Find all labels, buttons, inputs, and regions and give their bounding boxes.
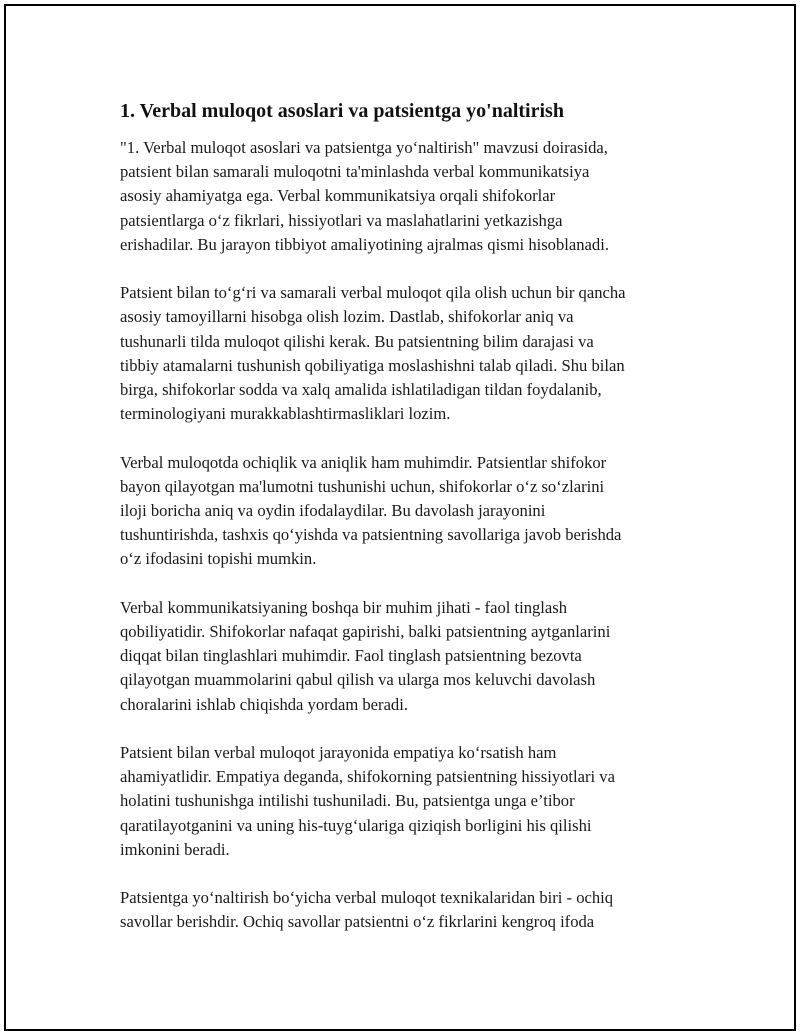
paragraph: "1. Verbal muloqot asoslari va patsientga yo‘naltirish" mavzusi doirasida, patsient bilan samarali muloqotni ta'minlashda verbal kommunikatsiya asosiy ahamiyatga ega. Verbal kommunikatsiya orqali shifokorlar patsientlarga o‘z fikrlari, hissiyotlari va maslahatlarini yetkazishga erishadilar. Bu jarayon tibbiyot amaliyotining ajralmas qismi hisoblanadi.	[120, 138, 609, 254]
paragraph: Patsientga yo‘naltirish bo‘yicha verbal muloqot texnikalaridan biri - ochiq savollar berishdir. Ochiq savollar patsientni o‘z fikrlarini kengroq ifoda	[120, 888, 614, 932]
paragraph: Patsient bilan verbal muloqot jarayonida empatiya ko‘rsatish ham ahamiyatlidir. Empatiya deganda, shifokorning patsientning hissiyotlari va holatini tushunishga intilishi tushuniladi. Bu, patsientga unga e’tibor qaratilayotganini va uning his-tuyg‘ulariga qiziqish borligini his qilishi imkonini beradi.	[120, 743, 615, 859]
document-body	[120, 98, 690, 959]
paragraph: Patsient bilan to‘g‘ri va samarali verbal muloqot qila olish uchun bir qancha asosiy tamoyillarni hisobga olish lozim. Dastlab, shifokorlar aniq va tushunarli tilda muloqot qilishi kerak. Bu patsientning bilim darajasi va tibbiy atamalarni tushunish qobiliyatiga moslashishni talab qiladi. Shu bilan birga, shifokorlar sodda va xalq amalida ishlatiladigan tildan foydalanib, terminologiyani murakkablashtirmasliklari lozim.	[120, 283, 626, 424]
paragraph: Verbal kommunikatsiyaning boshqa bir muhim jihati - faol tinglash qobiliyatidir. Shifokorlar nafaqat gapirishi, balki patsientning aytganlarini diqqat bilan tinglashlari muhimdir. Faol tinglash patsientning bezovta qilayotgan muammolarini qabul qilish va ularga mos keluvchi davolash choralarini ishlab chiqishda yordam beradi.	[120, 597, 611, 714]
page	[4, 4, 796, 1031]
paragraph: Verbal muloqotda ochiqlik va aniqlik ham muhimdir. Patsientlar shifokor bayon qilayotgan ma'lumotni tushunishi uchun, shifokorlar o‘z so‘zlarini iloji boricha aniq va oydin ifodalaydilar. Bu davolash jarayonini tushuntirishda, tashxis qo‘yishda va patsientning savollariga javob berishda o‘z ifodasini topishi mumkin.	[120, 452, 622, 569]
document-title: 1. Verbal muloqot asoslari va patsientga yo'naltirish	[120, 100, 564, 122]
